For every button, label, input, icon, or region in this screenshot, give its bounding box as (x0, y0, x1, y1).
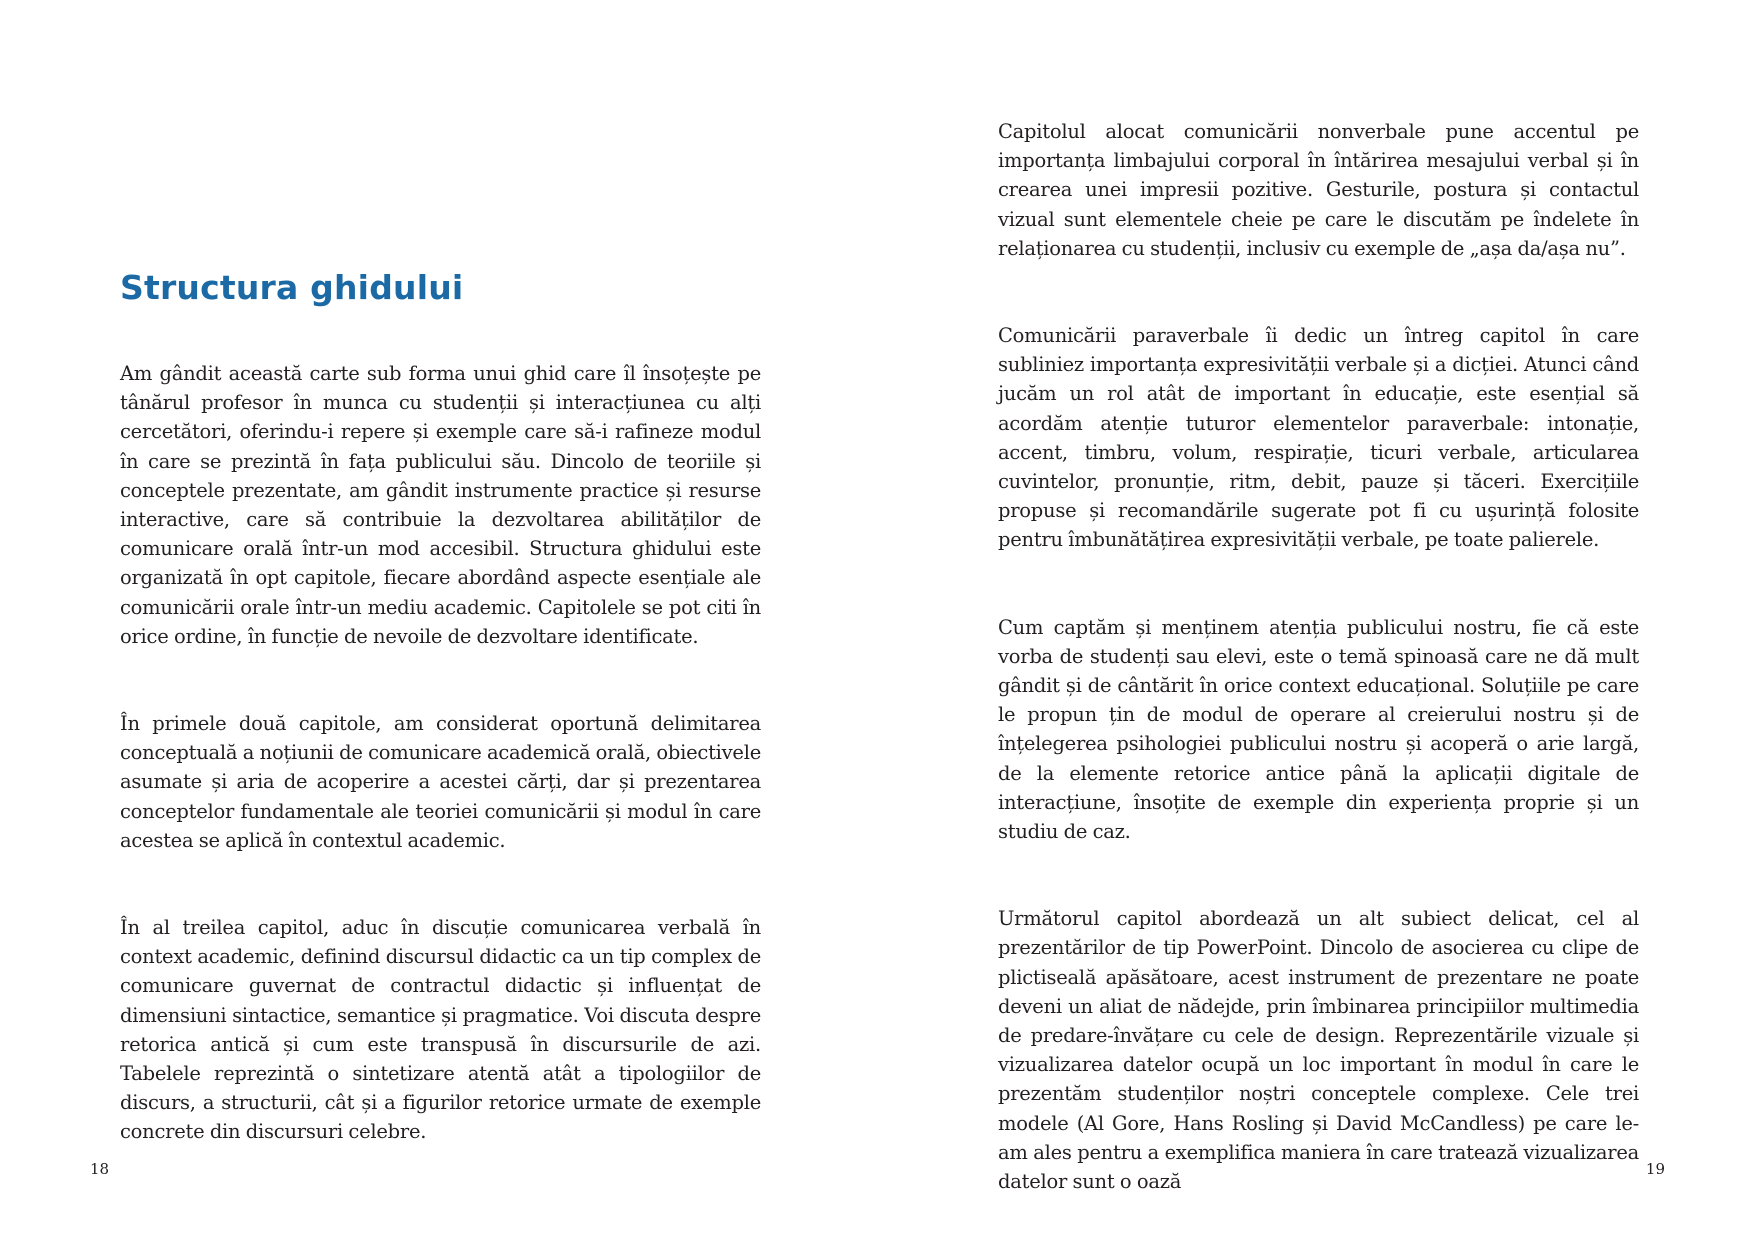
section-heading: Structura ghidului (120, 268, 464, 307)
left-text-column (120, 359, 761, 1147)
right-page (875, 0, 1749, 1241)
paragraph: Cum captăm și menținem atenția publicului nostru, fie că este vorba de studenți sau elevi, este o temă spinoasă care ne dă mult gândit și de cântărit în orice context educațional. Soluțiile pe care le propun țin de modul de operare al creierului nostru și de înțelegerea psihologiei publicului nostru și acoperă o arie largă, de la elemente retorice antice până la aplicații digitale de interacțiune, însoțite de exemple din experiența proprie și un studiu de caz. (998, 615, 1639, 844)
paragraph: Următorul capitol abordează un alt subiect delicat, cel al prezentărilor de tip PowerPoint. Dincolo de asocierea cu clipe de plictiseală apăsătoare, acest instrument de prezentare ne poate deveni un aliat de nădejde, prin îmbinarea principiilor multimedia de predare-învățare cu cele de design. Reprezentările vizuale și vizualizarea datelor ocupă un loc important în modul în care le prezentăm studenților noștri conceptele complexe. Cele trei modele (Al Gore, Hans Rosling și David McCandless) pe care le-am ales pentru a exemplifica maniera în care tratează vizualizarea datelor sunt o oază (998, 907, 1639, 1194)
right-text-column (998, 117, 1639, 1196)
paragraph: Capitolul alocat comunicării nonverbale pune accentul pe importanța limbajului corporal în întărirea mesajului verbal și în crearea unei impresii pozitive. Gesturile, postura și contactul vizual sunt elementele cheie pe care le discutăm pe îndelete în relaționarea cu studenții, inclusiv cu exemple de „așa da/așa nu”. (998, 120, 1639, 260)
paragraph: Comunicării paraverbale îi dedic un întreg capitol în care subliniez importanța expresivității verbale și a dicției. Atunci când jucăm un rol atât de important în educație, este esențial să acordăm atenție tuturor elementelor paraverbale: intonație, accent, timbru, volum, respirație, ticuri verbale, articularea cuvintelor, pronunție, ritm, debit, pauze și tăceri. Exercițiile propuse și recomandările sugerate pot fi cu ușurință folosite pentru îmbunătățirea expresivității verbale, pe toate palierele. (998, 324, 1639, 552)
page-number-right: 19 (1645, 1160, 1665, 1178)
paragraph: În al treilea capitol, aduc în discuție comunicarea verbală în context academic, definind discursul didactic ca un tip complex de comunicare guvernat de contractul didactic și influențat de dimensiuni sintactice, semantice și pragmatice. Voi discuta despre retorica antică și cum este transpusă în discursurile de azi. Tabelele reprezintă o sintetizare atentă atât a tipologiilor de discurs, a structurii, cât și a figurilor retorice urmate de exemple concrete din discursuri celebre. (120, 916, 761, 1144)
left-page (0, 0, 874, 1241)
paragraph: În primele două capitole, am considerat oportună delimitarea conceptuală a noțiunii de comunicare academică orală, obiectivele asumate și aria de acoperire a acestei cărți, dar și prezentarea conceptelor fundamentale ale teoriei comunicării și modul în care acestea se aplică în contextul academic. (120, 712, 761, 852)
page-number-left: 18 (90, 1160, 110, 1178)
paragraph: Am gândit această carte sub forma unui ghid care îl însoțește pe tânărul profesor în munca cu studenții și interacțiunea cu alți cercetători, oferindu-i repere și exemple care să-i rafineze modul în care se prezintă în fața publicului său. Dincolo de teoriile și conceptele prezentate, am gândit instrumente practice și resurse interactive, care să contribuie la dezvoltarea abilităților de comunicare orală într-un mod accesibil. Structura ghidului este organizată în opt capitole, fiecare abordând aspecte esențiale ale comunicării orale într-un mediu academic. Capitolele se pot citi în orice ordine, în funcție de nevoile de dezvoltare identificate. (120, 362, 761, 648)
